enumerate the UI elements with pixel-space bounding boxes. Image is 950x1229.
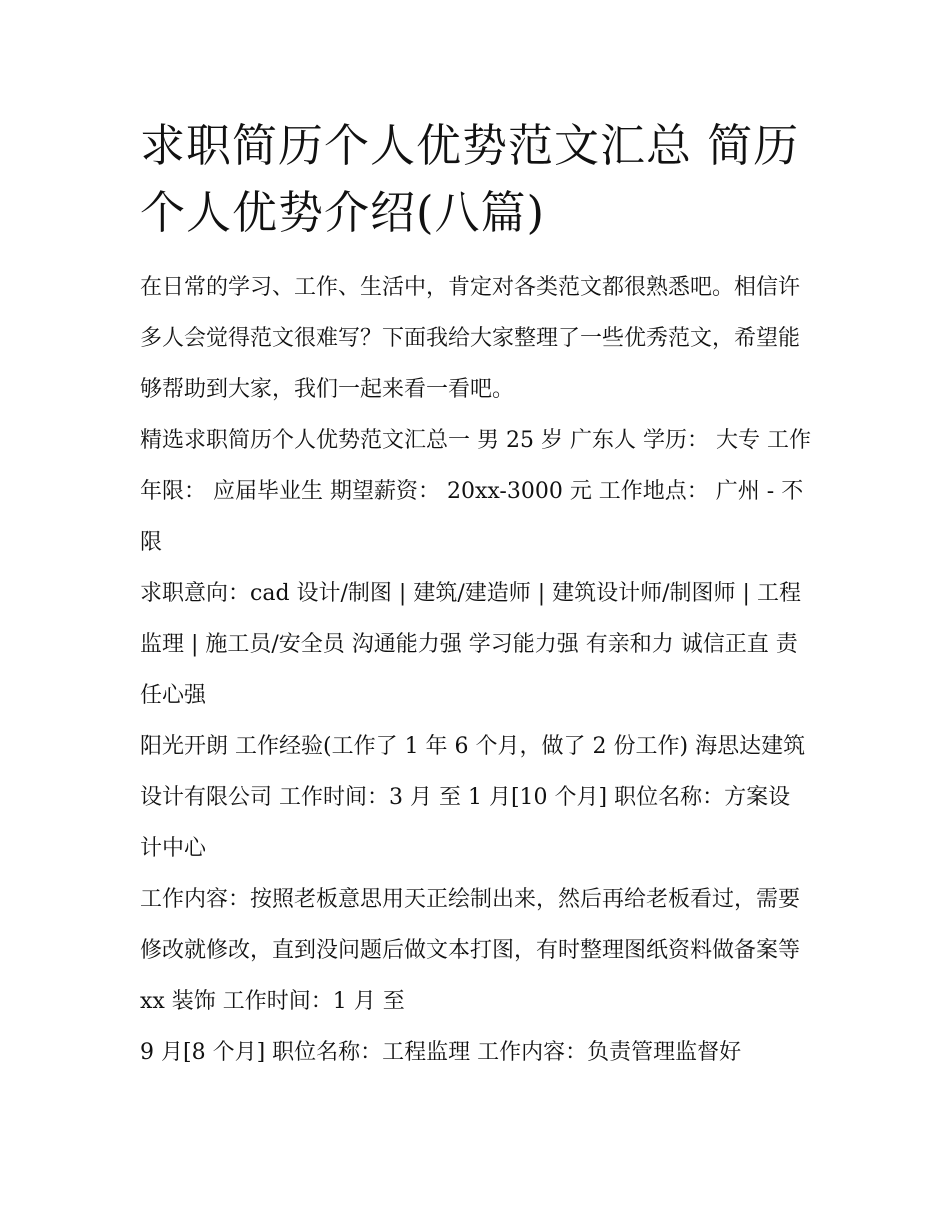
paragraph-second-job: 9 月[8 个月] 职位名称：工程监理 工作内容：负责管理监督好	[140, 1040, 742, 1065]
paragraph-profile: 精选求职简历个人优势范文汇总一 男 25 岁 广东人 学历： 大专 工作年限： 应届毕业生 期望薪资： 20xx-3000 元 工作地点： 广州 - 不限	[140, 428, 811, 555]
paragraph-experience: 阳光开朗 工作经验(工作了 1 年 6 个月，做了 2 份工作) 海思达建筑设计有限公司 工作时间：3 月 至 1 月[10 个月] 职位名称：方案设计中心	[140, 734, 806, 861]
paragraph-work-content: 工作内容：按照老板意思用天正绘制出来，然后再给老板看过，需要修改就修改，直到没问题后做文本打图，有时整理图纸资料做备案等 xx 装饰 工作时间：1 月 至	[140, 887, 808, 1014]
document-page	[140, 112, 812, 1078]
paragraph-job-intent: 求职意向：cad 设计/制图 | 建筑/建造师 | 建筑设计师/制图师 | 工程监理 | 施工员/安全员 沟通能力强 学习能力强 有亲和力 诚信正直 责任心强	[140, 581, 801, 708]
document-body	[140, 262, 812, 1078]
paragraph-intro: 在日常的学习、工作、生活中，肯定对各类范文都很熟悉吧。相信许多人会觉得范文很难写？下面我给大家整理了一些优秀范文，希望能够帮助到大家，我们一起来看一看吧。	[140, 275, 801, 402]
document-title: 求职简历个人优势范文汇总 简历个人优势介绍(八篇)	[140, 119, 800, 239]
